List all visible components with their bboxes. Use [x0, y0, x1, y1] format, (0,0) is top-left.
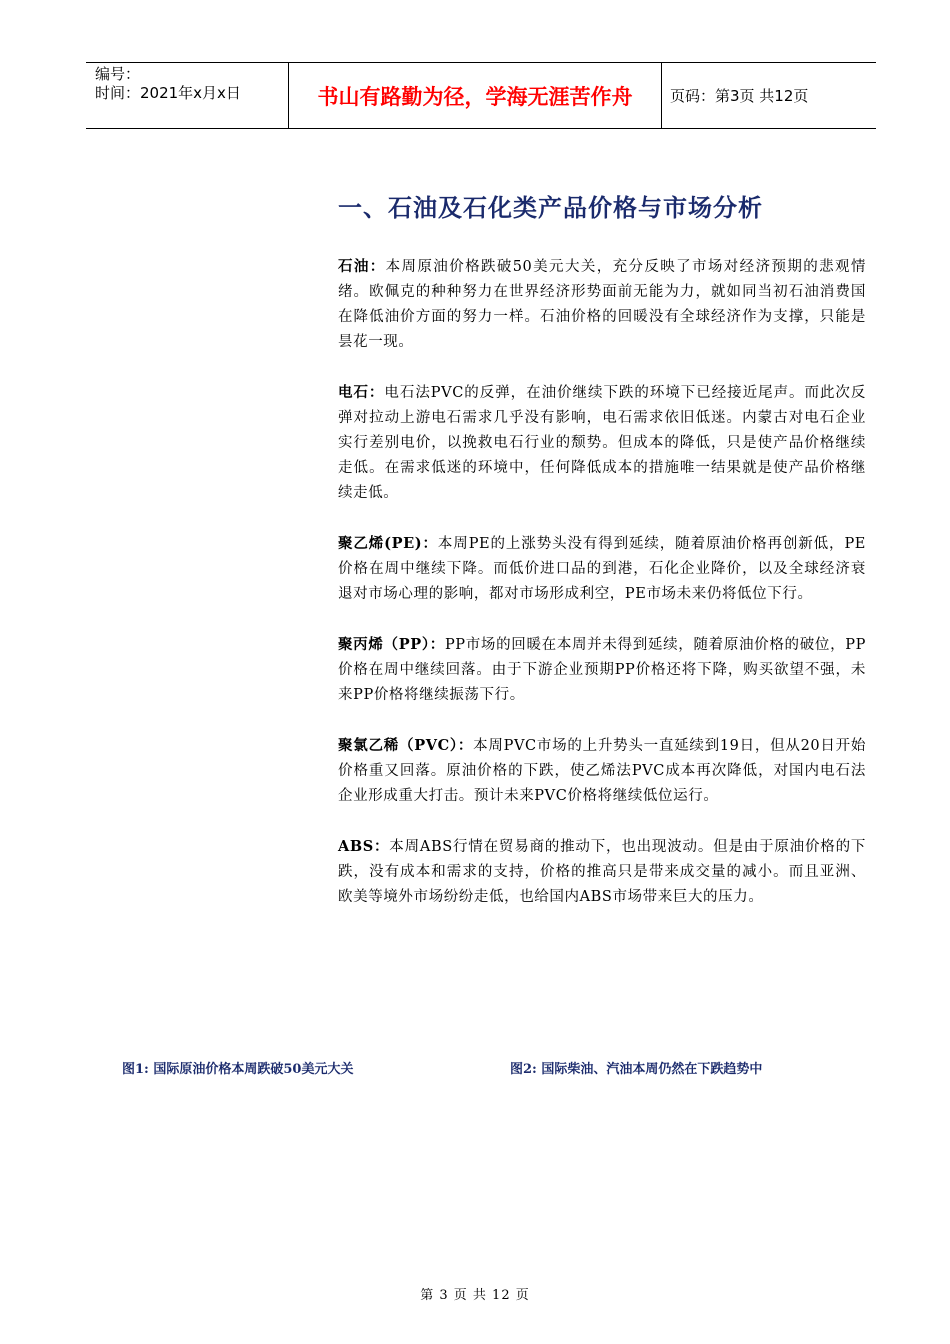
header-page-cell [662, 63, 876, 128]
header-meta-cell [86, 63, 289, 128]
figure-caption-2: 图2: 国际柴油、汽油本周仍然在下跌趋势中 [510, 1062, 763, 1077]
paragraph-lead: 石油： [338, 258, 386, 275]
paragraph-lead: ABS： [338, 838, 390, 855]
serial-label: 编号： [95, 65, 141, 83]
paragraph-lead: 电石： [338, 384, 385, 401]
header-motto-cell [289, 63, 662, 128]
paragraph-abs [338, 834, 866, 910]
page-header [86, 62, 876, 129]
paragraph-lead: 聚氯乙稀（PVC）： [338, 737, 474, 754]
paragraph-text: PP市场的回暖在本周并未得到延续，随着原油价格的破位，PP价格在周中继续回落。由于下游企业预期PP价格还将下降，购买欲望不强，未来PP价格将继续振荡下行。 [338, 637, 866, 703]
section-title: 一、石油及石化类产品价格与市场分析 [338, 194, 763, 222]
paragraph-lead: 聚乙烯(PE)： [338, 535, 438, 552]
paragraph-pe [338, 531, 866, 607]
paragraph-lead: 聚丙烯（PP）： [338, 636, 445, 653]
paragraph-text: 电石法PVC的反弹，在油价继续下跌的环境下已经接近尾声。而此次反弹对拉动上游电石需求几乎没有影响，电石需求依旧低迷。内蒙古对电石企业实行差别电价，以挽救电石行业的颓势。但成本的降低，只是使产品价格继续走低。在需求低迷的环境中，任何降低成本的措施唯一结果就是使产品价格继续走低。 [338, 385, 866, 501]
article-body [338, 254, 866, 935]
paragraph-text: 本周PE的上涨势头没有得到延续，随着原油价格再创新低，PE价格在周中继续下降。而低价进口品的到港，石化企业降价，以及全球经济衰退对市场心理的影响，都对市场形成利空，PE市场未来仍将低位下行。 [338, 536, 866, 602]
page-info: 页码：第3页 共12页 [670, 87, 809, 105]
paragraph-text: 本周ABS行情在贸易商的推动下，也出现波动。但是由于原油价格的下跌，没有成本和需求的支持，价格的推高只是带来成交量的减小。而且亚洲、欧美等境外市场纷纷走低，也给国内ABS市场带来巨大的压力。 [338, 839, 866, 905]
paragraph-text: 本周PVC市场的上升势头一直延续到19日，但从20日开始价格重又回落。原油价格的下跌，使乙烯法PVC成本再次降低，对国内电石法企业形成重大打击。预计未来PVC价格将继续低位运行。 [338, 738, 866, 804]
paragraph-oil [338, 254, 866, 355]
paragraph-text: 本周原油价格跌破50美元大关，充分反映了市场对经济预期的悲观情绪。欧佩克的种种努力在世界经济形势面前无能为力，就如同当初石油消费国在降低油价方面的努力一样。石油价格的回暖没有全球经济作为支撑，只能是昙花一现。 [338, 259, 866, 350]
paragraph-pp [338, 632, 866, 708]
figure-caption-1: 图1: 国际原油价格本周跌破50美元大关 [122, 1062, 354, 1077]
time-label: 时间：2021年x月x日 [95, 84, 241, 102]
paragraph-pvc [338, 733, 866, 809]
page-footer: 第 3 页 共 12 页 [420, 1288, 530, 1303]
paragraph-calcium-carbide [338, 380, 866, 506]
motto-text: 书山有路勤为径，学海无涯苦作舟 [317, 84, 633, 109]
